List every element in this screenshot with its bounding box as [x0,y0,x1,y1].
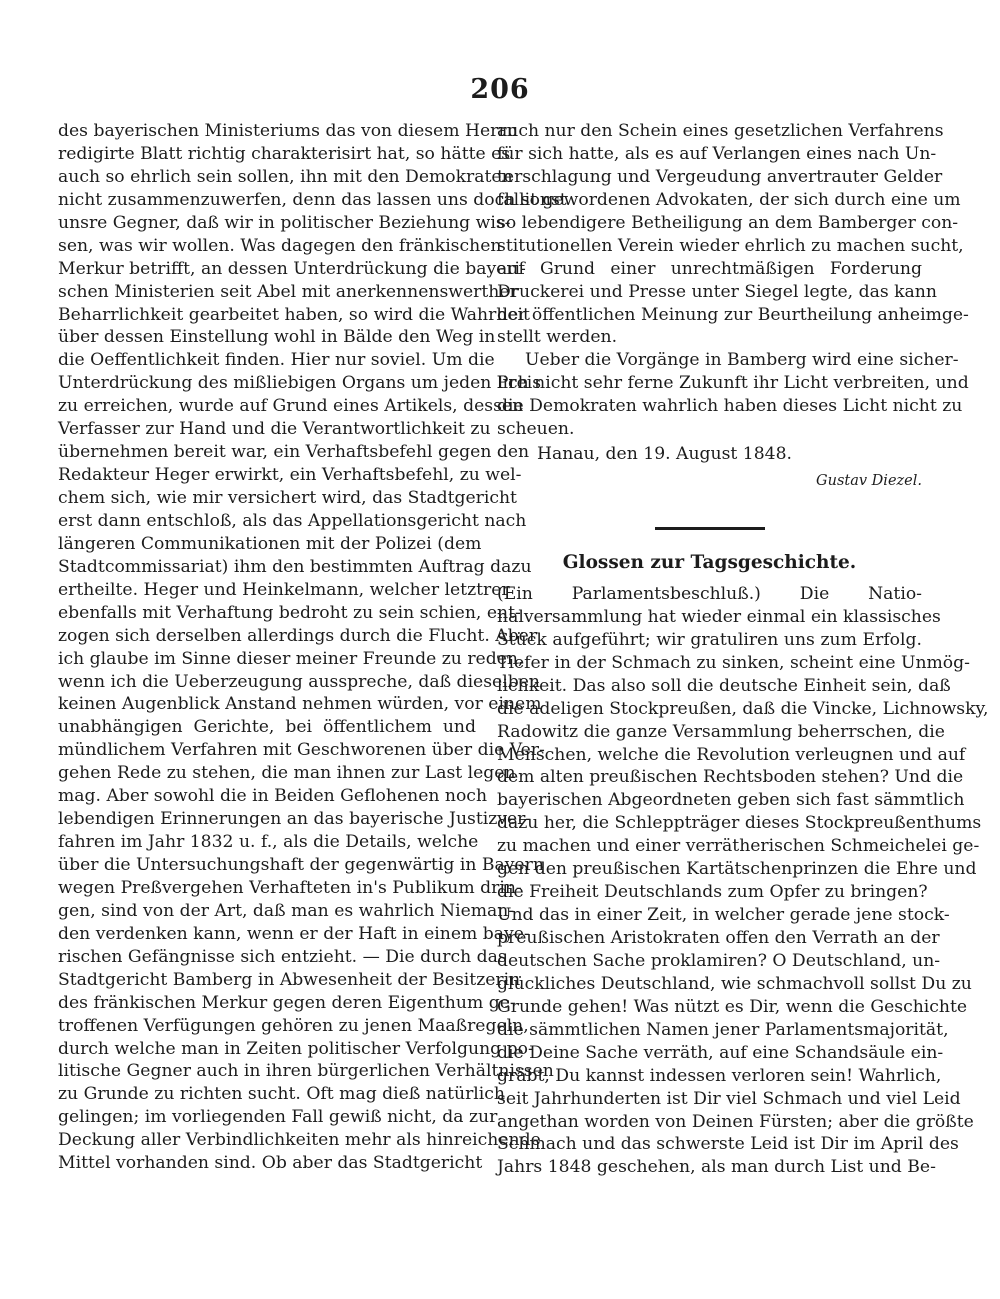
text-line: Deckung aller Verbindlichkeiten mehr als hinreichende [58,1130,541,1151]
section-divider [655,527,765,530]
text-line: Unterdrückung des mißliebigen Organs um jeden Preis [58,373,542,394]
text-line: Schmach und das schwerste Leid ist Dir im April des [497,1134,959,1155]
text-line: nicht zusammenzuwerfen, denn das lassen uns doch sonst [58,189,567,210]
text-line: zu erreichen, wurde auf Grund eines Artikels, dessen [58,396,524,417]
text-line: Mittel vorhanden sind. Ob aber das Stadtgericht [58,1153,483,1174]
text-line: gen den preußischen Kartätschenprinzen die Ehre und [497,859,977,880]
text-line: litische Gegner auch in ihren bürgerlichen Verhältnissen [58,1061,554,1082]
text-line: bayerischen Abgeordneten geben sich fast sämmtlich [497,790,965,811]
text-line: dazu her, die Schleppträger dieses Stockpreußenthums [497,813,982,834]
text-line: rischen Gefängnisse sich entzieht. — Die durch das [58,946,507,967]
text-line: Grunde gehen! Was nützt es Dir, wenn die Geschichte [497,996,968,1017]
section-heading: Glossen zur Tagsgeschichte. [562,552,857,574]
text-line: die Deine Sache verräth, auf eine Schandsäule ein- [497,1042,944,1063]
text-line: übernehmen bereit war, ein Verhaftsbefehl gegen den [58,442,530,463]
text-line: die Demokraten wahrlich haben dieses Licht nicht zu [497,396,963,417]
text-line: stitutionellen Verein wieder ehrlich zu machen sucht, [497,235,964,256]
text-line: erst dann entschloß, als das Appellationsgericht nach [58,510,527,531]
text-line: nalversammlung hat wieder einmal ein klassisches [497,606,941,627]
article-closing-paragraph [497,349,969,441]
text-line: fallit gewordenen Advokaten, der sich durch eine um [497,189,961,210]
text-line: dem alten preußischen Rechtsboden stehen? Und die [497,767,964,788]
text-line: preußischen Aristokraten offen den Verrath an der [497,928,940,949]
text-line: für sich hatte, als es auf Verlangen eines nach Un- [497,143,937,164]
section-body [497,583,989,1179]
text-line: mag. Aber sowohl die in Beiden Geflohenen noch [58,786,488,807]
text-line: (Ein Parlamentsbeschluß.) Die Natio- [497,583,922,604]
article-ending [497,120,969,349]
text-line: auch so ehrlich sein sollen, ihn mit den Demokraten [58,166,513,187]
text-line: unsre Gegner, daß wir in politischer Beziehung wis- [58,212,511,233]
text-line: ich glaube im Sinne dieser meiner Freunde zu reden, [58,648,524,669]
text-line: ebenfalls mit Verhaftung bedroht zu sein schien, ent- [58,602,521,623]
text-line: über die Untersuchungshaft der gegenwärtig in Bayern [58,855,544,875]
text-line: die Freiheit Deutschlands zum Opfer zu bringen? [497,882,928,903]
text-line: Stück aufgeführt; wir gratuliren uns zum Erfolg. [497,629,922,650]
text-line: Stadtcommissariat) ihm den bestimmten Auftrag dazu [58,556,532,577]
text-line: sen, was wir wollen. Was dagegen den fränkischen [58,235,502,256]
right-column [497,120,989,1179]
text-line: Redakteur Heger erwirkt, ein Verhaftsbefehl, zu wel- [58,465,522,486]
text-line: Beharrlichkeit gearbeitet haben, so wird die Wahrheit [58,304,530,325]
text-line: deutschen Sache proklamiren? O Deutschland, un- [497,950,941,971]
text-line: Und das in einer Zeit, in welcher gerade jene stock- [497,905,950,926]
text-line: schen Ministerien seit Abel mit anerkennenswerther [58,281,518,302]
text-line: angethan worden von Deinen Fürsten; aber die größte [497,1111,974,1132]
text-line: stellt werden. [497,327,618,348]
text-line: gräbt, Du kannst indessen verloren sein! Wahrlich, [497,1065,942,1086]
text-line: fahren im Jahr 1832 u. f., als die Details, welche [58,832,479,853]
text-line: wegen Preßvergehen Verhafteten in's Publikum drin- [58,877,522,898]
text-line: gelingen; im vorliegenden Fall gewiß nicht, da zur [58,1107,498,1128]
text-line: mündlichem Verfahren mit Geschworenen über die Ver- [58,740,545,761]
dateline: Hanau, den 19. August 1848. [537,444,793,465]
text-line: terschlagung und Vergeudung anvertrauter Gelder [497,166,943,187]
text-line: gehen Rede zu stehen, die man ihnen zur Last legen [58,763,516,784]
text-line: chem sich, wie mir versichert wird, das Stadtgericht [58,488,517,508]
text-line: des bayerischen Ministeriums das von diesem Herrn [58,121,518,141]
author-signature: Gustav Diezel. [816,473,922,490]
text-line: zu Grunde zu richten sucht. Oft mag dieß natürlich [58,1084,505,1105]
text-line: Menschen, welche die Revolution verleugnen und auf [497,744,966,765]
text-line: redigirte Blatt richtig charakterisirt hat, so hätte es [58,143,511,164]
text-line: des fränkischen Merkur gegen deren Eigenthum ge- [58,992,516,1013]
text-line: der öffentlichen Meinung zur Beurtheilung anheimge- [497,304,969,325]
text-line: die adeligen Stockpreußen, daß die Vincke, Lichnowsky, [497,698,989,719]
text-line: längeren Communikationen mit der Polizei (dem [58,533,482,554]
text-line: Verfasser zur Hand und die Verantwortlichkeit zu [58,419,491,440]
text-line: über dessen Einstellung wohl in Bälde den Weg in [58,327,496,348]
text-line: die Oeffentlichkeit finden. Hier nur soviel. Um die [58,350,495,371]
text-line: lich nicht sehr ferne Zukunft ihr Licht verbreiten, und [497,373,969,394]
text-line: zogen sich derselben allerdings durch die Flucht. Aber [58,625,538,646]
text-line: auf Grund einer unrechtmäßigen Forderung [497,258,922,279]
text-line: lichkeit. Das also soll die deutsche Einheit sein, daß [497,675,951,696]
text-line: Radowitz die ganze Versammlung beherrschen, die [497,721,945,742]
text-line: scheuen. [497,419,575,440]
text-line: gen, sind von der Art, daß man es wahrlich Nieman- [58,900,515,921]
text-line: Tiefer in der Schmach zu sinken, scheint eine Unmög- [497,652,970,673]
text-line: durch welche man in Zeiten politischer Verfolgung po- [58,1038,534,1059]
text-line: wenn ich die Ueberzeugung ausspreche, daß dieselben [58,671,540,692]
text-line: Ueber die Vorgänge in Bamberg wird eine sicher- [525,350,959,371]
text-line: Merkur betrifft, an dessen Unterdrückung die bayeri- [58,258,526,279]
text-line: ertheilte. Heger und Heinkelmann, welcher letztrer [58,579,510,600]
text-line: unabhängigen Gerichte, bei öffentlichem und [58,717,476,738]
text-line: lebendigen Erinnerungen an das bayerische Justizver- [58,809,532,830]
text-line: so lebendigere Betheiligung an dem Bamberger con- [497,212,959,233]
text-line: Druckerei und Presse unter Siegel legte, das kann [497,281,937,302]
text-line: Stadtgericht Bamberg in Abwesenheit der Besitzerin [58,969,521,990]
text-line: auch nur den Schein eines gesetzlichen Verfahrens [497,121,944,141]
text-line: troffenen Verfügungen gehören zu jenen Maaßregeln, [58,1015,529,1036]
text-line: seit Jahrhunderten ist Dir viel Schmach und viel Leid [497,1088,961,1109]
text-line: die sämmtlichen Namen jener Parlamentsmajorität, [497,1019,949,1040]
text-line: zu machen und einer verrätherischen Schmeichelei ge- [497,836,980,857]
page-number: 206 [470,74,530,105]
text-line: den verdenken kann, wenn er der Haft in einem baye- [58,923,530,944]
text-line: glückliches Deutschland, wie schmachvoll sollst Du zu [497,973,972,994]
text-line: keinen Augenblick Anstand nehmen würden, vor einem [58,694,542,715]
text-line: Jahrs 1848 geschehen, als man durch List und Be- [497,1157,936,1178]
